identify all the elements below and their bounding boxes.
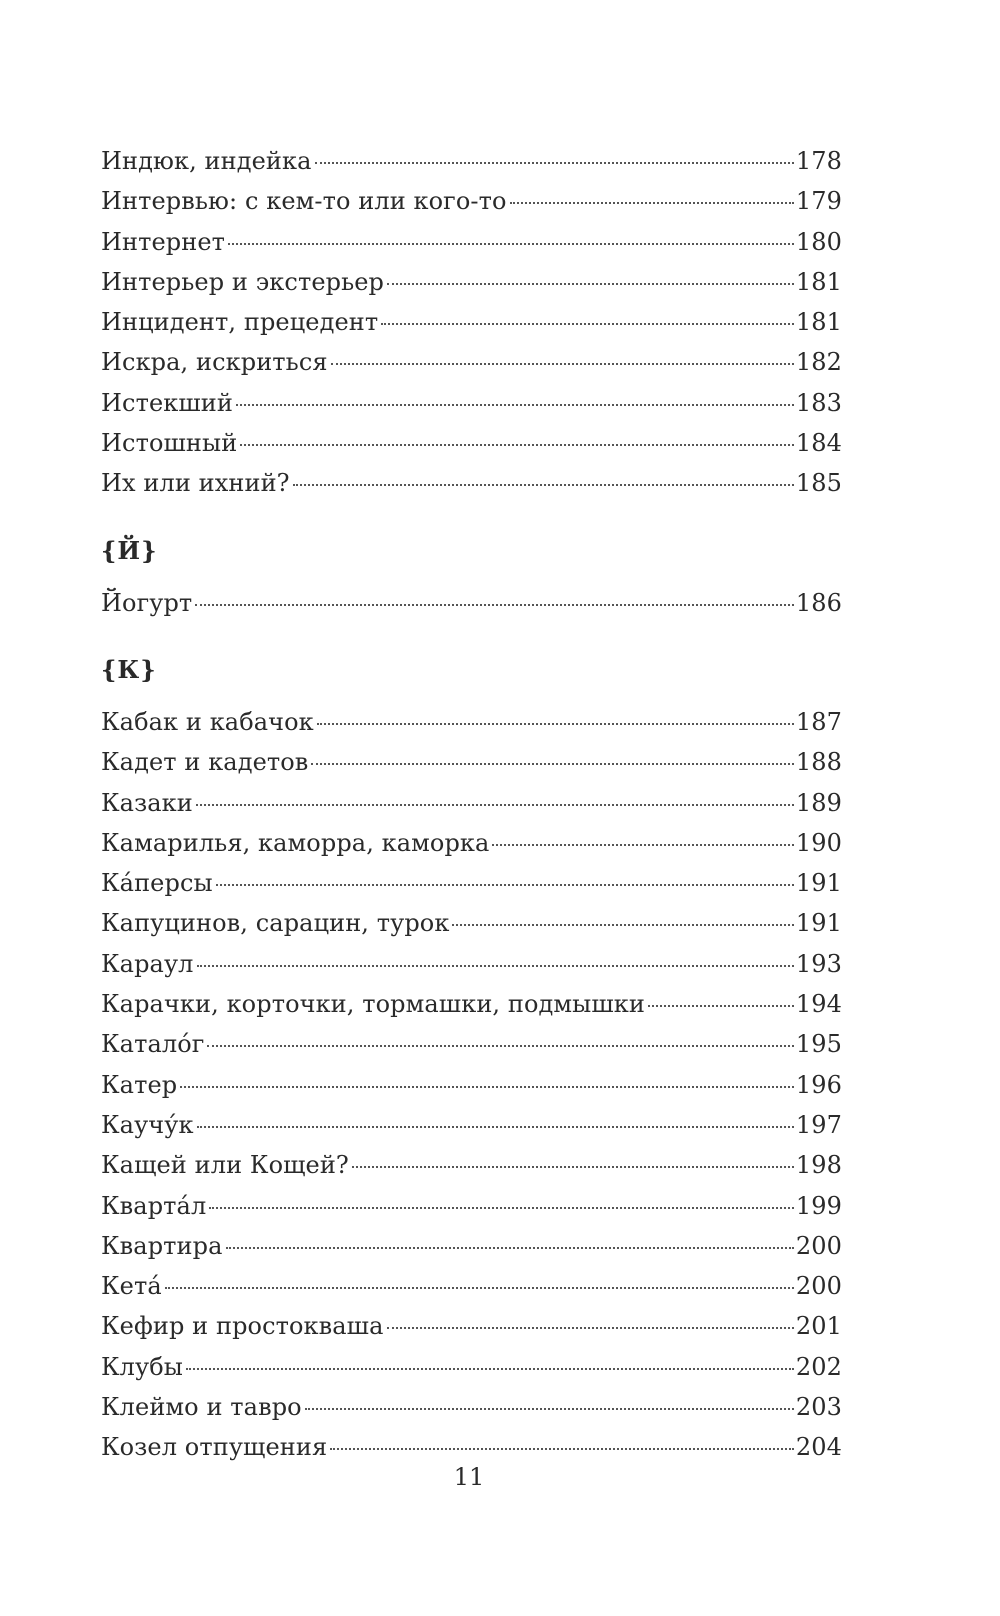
entry-page-number: 197 [795,1110,842,1139]
entry-page-number: 187 [795,707,842,736]
toc-entry [101,262,842,302]
entry-title: Катало́г [101,1030,205,1059]
toc-entry [101,742,842,782]
entry-page-number: 179 [795,187,842,216]
dot-leader [305,1408,794,1410]
entry-page-number: 181 [795,308,842,337]
entry-page-number: 182 [795,348,842,377]
toc-entry [101,423,842,463]
toc-entry [101,1266,842,1306]
entry-page-number: 204 [795,1433,842,1462]
entry-page-number: 184 [795,429,842,458]
dot-leader [226,1247,794,1249]
entry-title: Кета́ [101,1272,162,1301]
entry-title: Казаки [101,788,193,817]
dot-leader [186,1368,794,1370]
toc-entry [101,342,842,382]
entry-title: Кефир и простокваша [101,1312,384,1341]
entry-page-number: 178 [795,147,842,175]
table-of-contents [101,141,842,1468]
entry-title: Искра, искриться [101,348,328,377]
letter-heading: {Й} [101,535,158,565]
entry-title: Кадет и кадетов [101,748,309,777]
section-spacer [101,690,842,702]
entry-page-number: 203 [795,1393,842,1422]
entry-page-number: 181 [795,267,842,296]
dot-leader [195,604,794,606]
entry-title: Инцидент, прецедент [101,308,379,337]
entry-page-number: 190 [795,828,842,857]
entry-title: Кабак и кабачок [101,707,314,736]
dot-leader [387,1327,794,1329]
toc-entry [101,1024,842,1064]
dot-leader [207,1045,793,1047]
toc-entry [101,1387,842,1427]
toc-entry [101,302,842,342]
dot-leader [311,763,793,765]
toc-entry [101,863,842,903]
dot-leader [209,1207,794,1209]
entry-title: Капуцинов, сарацин, турок [101,909,450,938]
dot-leader [387,283,794,285]
dot-leader [330,1448,794,1450]
entry-title: Ка́персы [101,869,213,898]
dot-leader [165,1287,794,1289]
entry-page-number: 191 [795,909,842,938]
entry-title: Квартира [101,1231,223,1260]
dot-leader [197,965,794,967]
toc-entry [101,1226,842,1266]
dot-leader [236,404,794,406]
toc-entry [101,463,842,503]
entry-page-number: 200 [795,1231,842,1260]
entry-page-number: 191 [795,869,842,898]
entry-title: Интернет [101,227,226,256]
entry-title: Интервью: с кем-то или кого-то [101,187,507,216]
entry-title: Кварта́л [101,1191,207,1220]
toc-entry [101,1186,842,1226]
section-spacer [101,504,842,531]
entry-title: Карачки, корточки, тормашки, подмышки [101,990,645,1019]
toc-entry [101,984,842,1024]
entry-page-number: 201 [795,1312,842,1341]
toc-entry [101,222,842,262]
entry-page-number: 202 [795,1352,842,1381]
dot-leader [196,804,794,806]
dot-leader [510,202,794,204]
entry-title: Йогурт [101,588,193,617]
entry-page-number: 196 [795,1070,842,1099]
entry-page-number: 185 [795,469,842,498]
entry-title: Их или ихний? [101,469,290,498]
dot-leader [492,844,793,846]
entry-title: Истекший [101,388,233,417]
dot-leader [381,323,794,325]
entry-title: Истошный [101,429,238,458]
dot-leader [228,243,794,245]
entry-page-number: 193 [795,949,842,978]
toc-entry [101,823,842,863]
dot-leader [240,444,794,446]
dot-leader [331,363,794,365]
page-number: 11 [453,1463,485,1491]
toc-entry [101,903,842,943]
dot-leader [180,1086,794,1088]
toc-entry [101,702,842,742]
dot-leader [648,1005,794,1007]
toc-entry [101,1105,842,1145]
toc-entry [101,583,842,623]
toc-entry [101,383,842,423]
toc-entry [101,141,842,181]
entry-title: Караул [101,949,194,978]
entry-page-number: 189 [795,788,842,817]
entry-page-number: 195 [795,1030,842,1059]
entry-title: Камарилья, каморра, каморка [101,828,490,857]
entry-title: Каучу́к [101,1110,194,1139]
entry-title: Индюк, индейка [101,147,312,175]
entry-page-number: 199 [795,1191,842,1220]
dot-leader [317,723,794,725]
section-spacer [101,623,842,650]
toc-entry [101,783,842,823]
entry-page-number: 198 [795,1151,842,1180]
entry-title: Кащей или Кощей? [101,1151,349,1180]
toc-entry [101,1145,842,1185]
toc-entry [101,181,842,221]
toc-entry [101,1065,842,1105]
entry-page-number: 200 [795,1272,842,1301]
entry-title: Клеймо и тавро [101,1393,302,1422]
dot-leader [216,884,794,886]
dot-leader [293,484,794,486]
toc-entry [101,1306,842,1346]
entry-page-number: 180 [795,227,842,256]
entry-title: Катер [101,1070,178,1099]
dot-leader [315,162,794,164]
entry-page-number: 194 [795,990,842,1019]
letter-heading: {К} [101,654,157,684]
toc-entry [101,1347,842,1387]
toc-entry [101,944,842,984]
entry-page-number: 186 [795,588,842,617]
entry-title: Клубы [101,1352,183,1381]
dot-leader [452,924,793,926]
entry-page-number: 188 [795,748,842,777]
entry-title: Интерьер и экстерьер [101,267,385,296]
section-spacer [101,571,842,583]
dot-leader [197,1126,794,1128]
dot-leader [352,1166,794,1168]
entry-page-number: 183 [795,388,842,417]
entry-title: Козел отпущения [101,1433,328,1462]
